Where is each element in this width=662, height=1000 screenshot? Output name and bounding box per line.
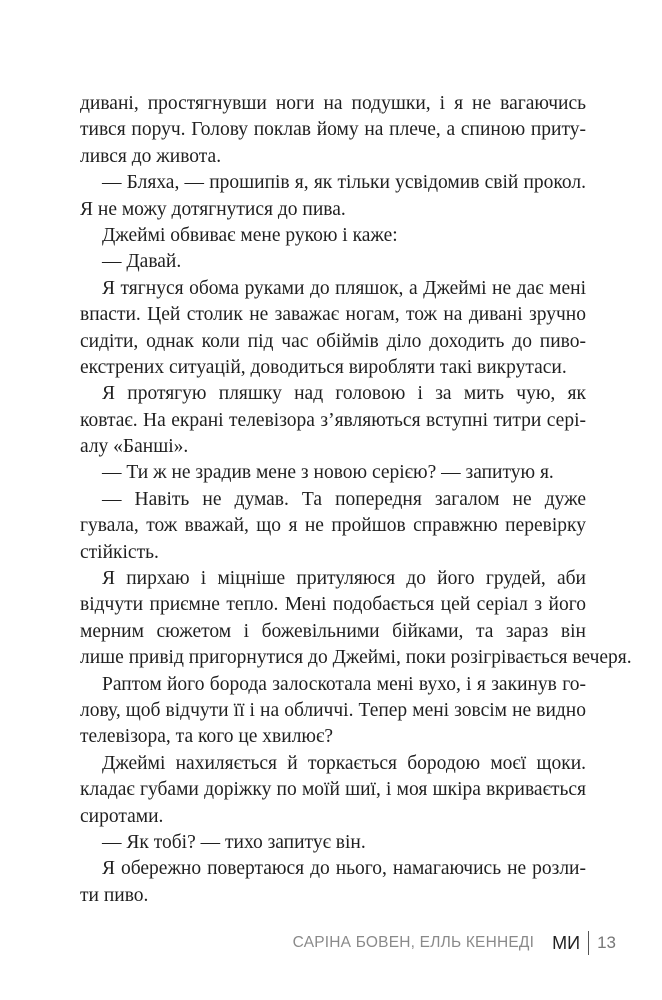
paragraph: [80, 830, 586, 856]
text-line: — Ти ж не зрадив мене з новою серією? — запитую я.: [102, 462, 554, 484]
text-line: ковтає. На екрані телевізора з’являються вступні титри серi-: [80, 409, 586, 431]
text-line: дивані, простягнувши ноги на подушки, і я не вагаючись: [80, 93, 586, 114]
paragraph: [80, 91, 586, 170]
text-line: мерним сюжетом і божевільними бійками, та зараз він: [80, 620, 586, 642]
paragraph: [80, 381, 586, 460]
paragraph: [80, 170, 586, 223]
running-footer: [0, 930, 616, 956]
page-body-text: [80, 91, 632, 909]
text-line: — Як тобі? — тихо запитує він.: [102, 831, 366, 853]
text-line: лився до живота.: [80, 145, 222, 167]
text-line: алу «Банші».: [80, 436, 189, 458]
text-line: Джеймі обвиває мене рукою і каже:: [102, 224, 398, 246]
text-line: сиротами.: [80, 805, 164, 827]
text-line: лову, щоб відчути її і на обличчі. Тепер мені зовсім не видно: [80, 699, 586, 721]
paragraph: [80, 249, 586, 275]
paragraph: [80, 672, 586, 751]
text-line: Я протягую пляшку над головою і за мить чую, як: [102, 383, 586, 405]
paragraph: [80, 460, 586, 486]
text-line: Я обережно повертаюся до нього, намагаючись не розли-: [102, 858, 586, 880]
text-line: Раптом його борода залоскотала мені вухо, і я закинув го-: [102, 673, 586, 695]
paragraph: [80, 856, 586, 909]
text-line: впасти. Цей столик не заважає ногам, тож на дивані зручно: [80, 304, 586, 326]
paragraph: [80, 751, 586, 830]
text-line: відчути приємне тепло. Мені подобається цей серіал з його: [80, 594, 586, 616]
text-line: сидіти, однак коли під час обіймів діло доходить до пиво-: [80, 330, 586, 352]
paragraph: [80, 276, 586, 382]
paragraph: [80, 223, 586, 249]
text-line: телевізора, та кого це хвилює?: [80, 726, 334, 748]
text-line: лише привід пригорнутися до Джеймі, поки розігрівається вечеря.: [80, 647, 632, 669]
text-line: тився поруч. Голову поклав йому на плече, а спиною приту-: [80, 119, 586, 141]
text-line: гувала, тож вважай, що я не пройшов справжню перевірку: [80, 515, 586, 537]
paragraph: [80, 566, 632, 672]
text-line: Я тягнуся обома руками до пляшок, а Джеймі не дає мені: [102, 277, 586, 299]
footer-divider: [588, 931, 589, 955]
text-line: стійкість.: [80, 541, 159, 563]
text-line: кладає губами доріжку по моїй шиї, і моя шкіра вкривається: [80, 779, 586, 801]
text-line: — Навіть не думав. Та попередня загалом не дуже: [102, 488, 586, 510]
text-line: Джеймі нахиляється й торкається бородою моєї щоки.: [102, 752, 586, 774]
text-line: екстрених ситуацій, доводиться виробляти такі викрутаси.: [80, 356, 567, 378]
text-line: — Давай.: [102, 251, 182, 273]
text-line: — Бляха, — прошипів я, як тільки усвідомив свій прокол.: [102, 172, 586, 194]
paragraph: [80, 487, 586, 566]
text-line: ти пиво.: [80, 884, 149, 906]
footer-authors: САРІНА БОВЕН, ЕЛЛЬ КЕННЕДІ: [292, 934, 535, 951]
footer-book-title: МИ: [552, 932, 581, 953]
text-line: Я пирхаю і міцніше притуляюся до його грудей, аби: [102, 568, 586, 590]
text-line: Я не можу дотягнутися до пива.: [80, 198, 346, 220]
page-number: 13: [597, 933, 616, 952]
